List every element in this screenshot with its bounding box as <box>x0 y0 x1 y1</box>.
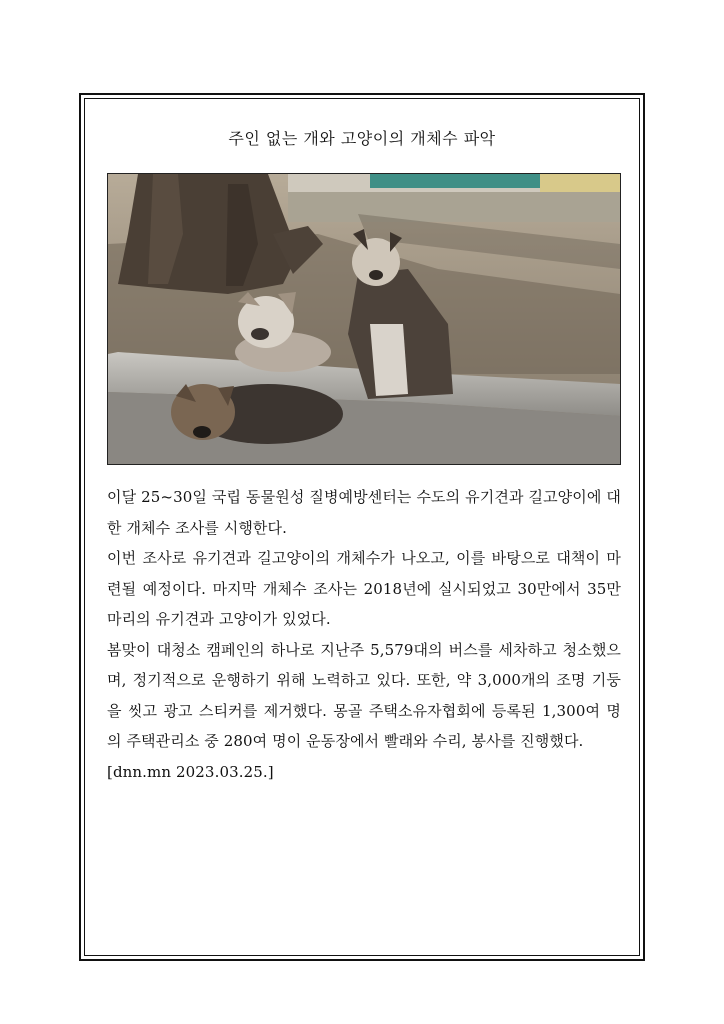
source-citation: [dnn.mn 2023.03.25.] <box>107 762 274 781</box>
paragraph-1: 이달 25~30일 국립 동물원성 질병예방센터는 수도의 유기견과 길고양이에 대한 개체수 조사를 시행한다. <box>107 488 621 537</box>
stray-dogs-photo <box>107 173 621 465</box>
page-frame <box>79 93 645 961</box>
article-title: 주인 없는 개와 고양이의 개체수 파악 <box>228 129 496 148</box>
article-body <box>107 482 621 787</box>
paragraph-2: 이번 조사로 유기견과 길고양이의 개체수가 나오고, 이를 바탕으로 대책이 마련될 예정이다. 마지막 개체수 조사는 2018년에 실시되었고 30만에서 35만 마리의 유기견과 고양이가 있었다. <box>107 549 621 628</box>
page-frame-inner <box>84 98 640 956</box>
paragraph-3: 봄맞이 대청소 캠페인의 하나로 지난주 5,579대의 버스를 세차하고 청소했으며, 정기적으로 운행하기 위해 노력하고 있다. 또한, 약 3,000개의 조명 기둥을 씻고 광고 스티커를 제거했다. 몽골 주택소유자협회에 등록된 1,300여 명의 주택관리소 중 280여 명이 운동장에서 빨래와 수리, 봉사를 진행했다. <box>107 640 621 750</box>
